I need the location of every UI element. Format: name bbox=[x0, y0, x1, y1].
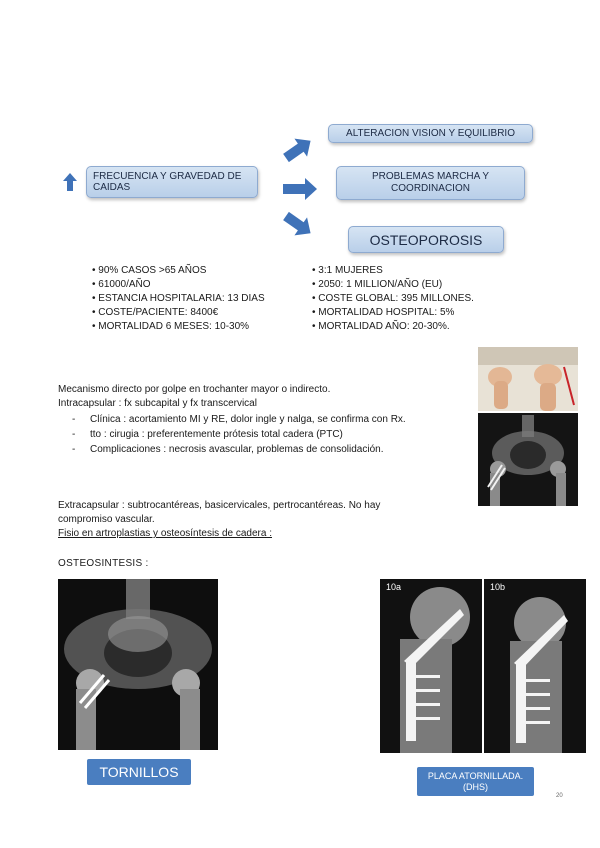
dhs-xray-pair bbox=[380, 579, 586, 753]
list-item: - Complicaciones : necrosis avascular, problemas de consolidación. bbox=[60, 442, 470, 457]
flow-arrows bbox=[280, 124, 328, 244]
arrow-down-right-icon bbox=[280, 207, 317, 242]
extracapsular-text: Extracapsular : subtrocantéreas, basicervicales, pertrocantéreas. No hay compromiso vascular. bbox=[58, 500, 381, 525]
arrow-right-icon bbox=[283, 178, 317, 200]
placa-label bbox=[417, 767, 534, 796]
up-arrow-icon bbox=[62, 172, 78, 192]
list-item: • 3:1 MUJERES bbox=[312, 264, 474, 278]
list-item: - tto : cirugia : preferentemente prótesis total cadera (PTC) bbox=[60, 427, 470, 442]
intracapsular-text: Intracapsular : fx subcapital y fx transcervical bbox=[58, 398, 257, 409]
mechanism-text: Mecanismo directo por golpe en trochanter mayor o indirecto. bbox=[58, 384, 331, 395]
falls-frequency-box bbox=[86, 166, 258, 198]
stats-left-list bbox=[92, 264, 265, 334]
hip-xray-intracapsular bbox=[478, 413, 578, 506]
tornillos-label bbox=[87, 759, 191, 785]
list-item: - Clínica : acortamiento MI y RE, dolor ingle y nalga, se confirma con Rx. bbox=[60, 412, 470, 427]
panel-label-b: 10b bbox=[490, 582, 506, 592]
list-item: • COSTE/PACIENTE: 8400€ bbox=[92, 306, 265, 320]
vision-balance-label: ALTERACION VISION Y EQUILIBRIO bbox=[346, 128, 515, 139]
list-item: • 2050: 1 MILLION/AÑO (EU) bbox=[312, 278, 474, 292]
tornillos-label-text: TORNILLOS bbox=[99, 764, 179, 780]
intracapsular-details-list bbox=[60, 412, 470, 457]
placa-label-text: PLACA ATORNILLADA. (DHS) bbox=[427, 770, 524, 792]
leg-shortening-photo bbox=[478, 347, 578, 411]
falls-frequency-label: FRECUENCIA Y GRAVEDAD DE CAIDAS bbox=[93, 171, 242, 193]
screws-xray bbox=[58, 579, 218, 750]
vision-balance-box bbox=[328, 124, 533, 143]
page-number: 20 bbox=[556, 793, 563, 799]
gait-coordination-box bbox=[336, 166, 525, 200]
osteoporosis-box bbox=[348, 226, 504, 253]
list-item: • MORTALIDAD AÑO: 20-30%. bbox=[312, 320, 474, 334]
list-item: • 90% CASOS >65 AÑOS bbox=[92, 264, 265, 278]
panel-label-a: 10a bbox=[386, 582, 402, 592]
list-item: • MORTALIDAD HOSPITAL: 5% bbox=[312, 306, 474, 320]
list-item: • ESTANCIA HOSPITALARIA: 13 DIAS bbox=[92, 292, 265, 306]
osteoporosis-label: OSTEOPOROSIS bbox=[369, 231, 483, 248]
list-item: • MORTALIDAD 6 MESES: 10-30% bbox=[92, 320, 265, 334]
osteosintesis-heading: OSTEOSINTESIS : bbox=[58, 558, 149, 569]
arrow-up-right-icon bbox=[280, 132, 317, 167]
list-item: • COSTE GLOBAL: 395 MILLONES. bbox=[312, 292, 474, 306]
gait-coordination-label: PROBLEMAS MARCHA Y COORDINACION bbox=[371, 171, 490, 194]
fracture-description bbox=[58, 383, 468, 411]
fisio-link[interactable]: Fisio en artroplastias y osteosíntesis de cadera : bbox=[58, 528, 272, 539]
list-item: • 61000/AÑO bbox=[92, 278, 265, 292]
stats-right-list bbox=[312, 264, 474, 334]
